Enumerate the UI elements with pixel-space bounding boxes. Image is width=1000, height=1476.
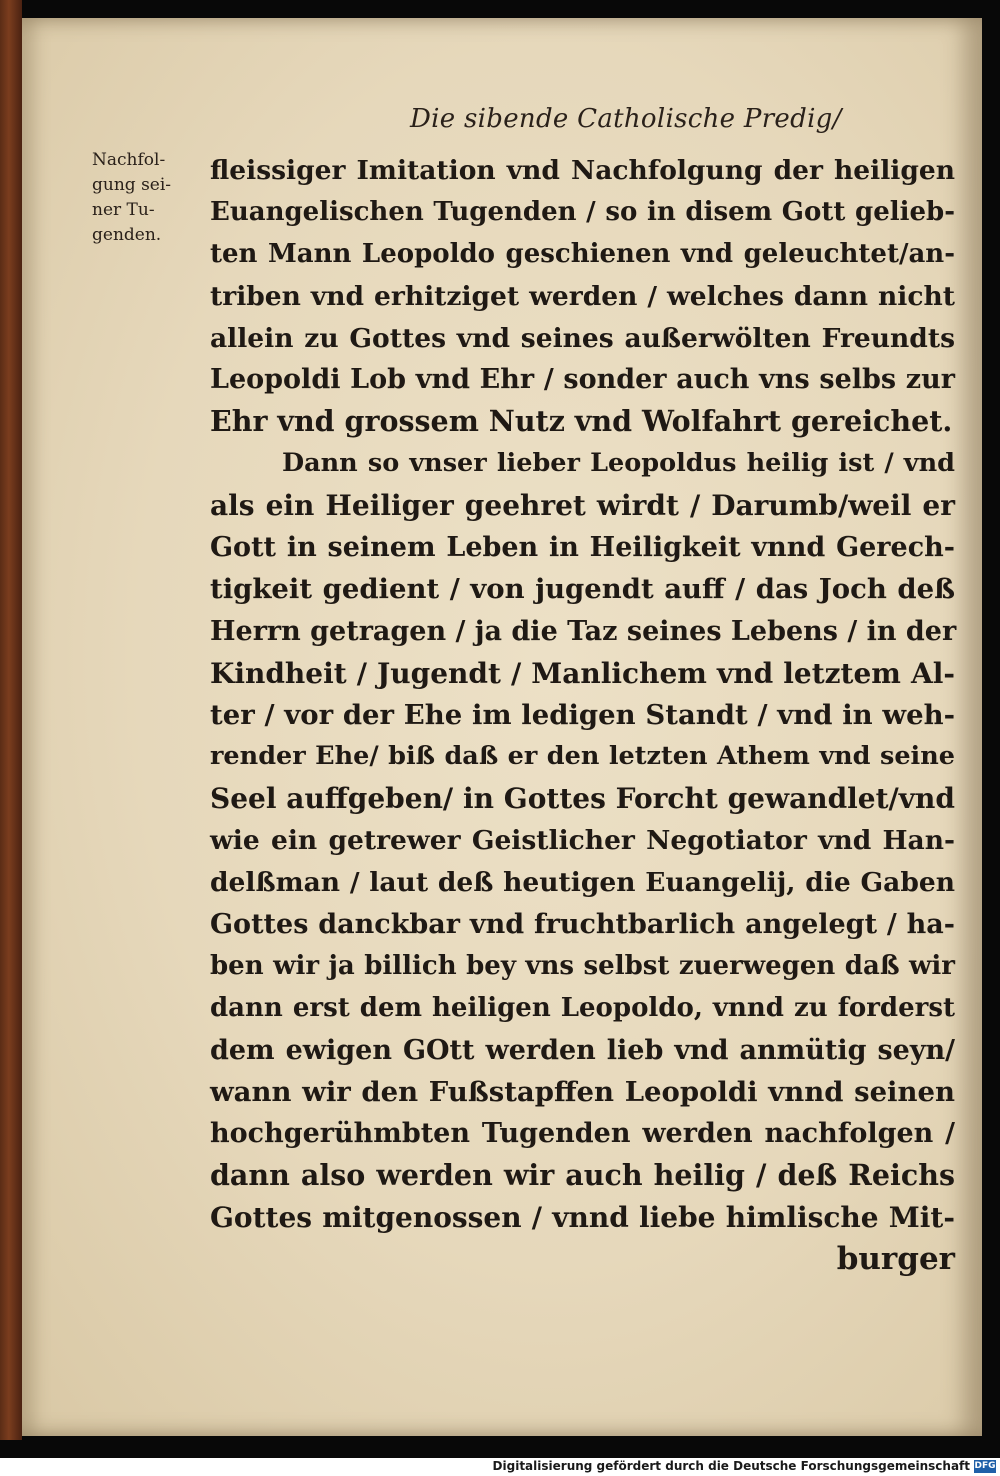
marginal-note-line: genden. bbox=[92, 225, 162, 245]
text-line: Gottes mitgenossen / vnnd liebe himlische Mit- bbox=[210, 1201, 955, 1235]
text-line: delßman / laut deß heutigen Euangelij, die Gaben bbox=[210, 867, 955, 899]
body-text bbox=[210, 150, 955, 1281]
text-line: Gottes danckbar vnd fruchtbarlich angelegt / ha- bbox=[210, 909, 955, 941]
text-line: Ehr vnd grossem Nutz vnd Wolfahrt gereichet. bbox=[210, 404, 953, 439]
text-line: dem ewigen GOtt werden lieb vnd anmütig seyn/ bbox=[210, 1034, 955, 1066]
book-spine-edge bbox=[0, 0, 22, 1440]
book-page bbox=[22, 18, 982, 1436]
marginal-note-line: Nachfol- bbox=[92, 150, 166, 170]
catchword: burger bbox=[836, 1241, 955, 1278]
text-line: wie ein getrewer Geistlicher Negotiator vnd Han- bbox=[210, 825, 955, 857]
text-line: Herrn getragen / ja die Taz seines Lebens / in der bbox=[210, 615, 957, 647]
marginal-note bbox=[92, 148, 202, 248]
text-line: tigkeit gedient / von jugendt auff / das Joch deß bbox=[210, 572, 955, 605]
running-head: Die sibende Catholische Predig/ bbox=[410, 104, 842, 134]
text-line: Dann so vnser lieber Leopoldus heilig ist / vnd bbox=[282, 448, 955, 479]
text-line: render Ehe/ biß daß er den letzten Athem vnd seine bbox=[210, 741, 955, 772]
dfg-logo-icon: DFG bbox=[974, 1461, 996, 1471]
text-line: dann also werden wir auch heilig / deß Reichs bbox=[210, 1158, 955, 1193]
text-line: Seel auffgeben/ in Gottes Forcht gewandlet/vnd bbox=[210, 782, 955, 816]
marginal-note-line: gung sei- bbox=[92, 175, 172, 195]
text-line: ben wir ja billich bey vns selbst zuerwegen daß wir bbox=[210, 950, 955, 981]
text-line: Leopoldi Lob vnd Ehr / sonder auch vns selbs zur bbox=[210, 364, 955, 396]
text-line: Euangelischen Tugenden / so in disem Gott gelieb- bbox=[210, 196, 955, 227]
text-line: triben vnd erhitziget werden / welches dann nicht bbox=[210, 280, 955, 312]
marginal-note-line: ner Tu- bbox=[92, 200, 155, 220]
text-line: Gott in seinem Leben in Heiligkeit vnnd Gerech- bbox=[210, 532, 955, 564]
text-line: ten Mann Leopoldo geschienen vnd geleuchtet/an- bbox=[210, 238, 955, 269]
text-line: dann erst dem heiligen Leopoldo, vnnd zu forderst bbox=[210, 992, 955, 1023]
text-line: wann wir den Fußstapffen Leopoldi vnnd seinen bbox=[210, 1075, 955, 1108]
text-line: ter / vor der Ehe im ledigen Standt / vnd in weh- bbox=[210, 698, 955, 731]
digitization-credit: Digitalisierung gefördert durch die Deutsche Forschungsgemeinschaft bbox=[492, 1459, 970, 1473]
text-line: fleissiger Imitation vnd Nachfolgung der heiligen bbox=[210, 155, 955, 186]
text-line: allein zu Gottes vnd seines außerwölten Freundts bbox=[210, 322, 955, 354]
text-line: als ein Heiliger geehret wirdt / Darumb/weil er bbox=[210, 489, 955, 523]
text-line: Kindheit / Jugendt / Manlichem vnd letztem Al- bbox=[210, 656, 955, 690]
text-line: hochgerühmbten Tugenden werden nachfolgen / bbox=[210, 1118, 955, 1150]
